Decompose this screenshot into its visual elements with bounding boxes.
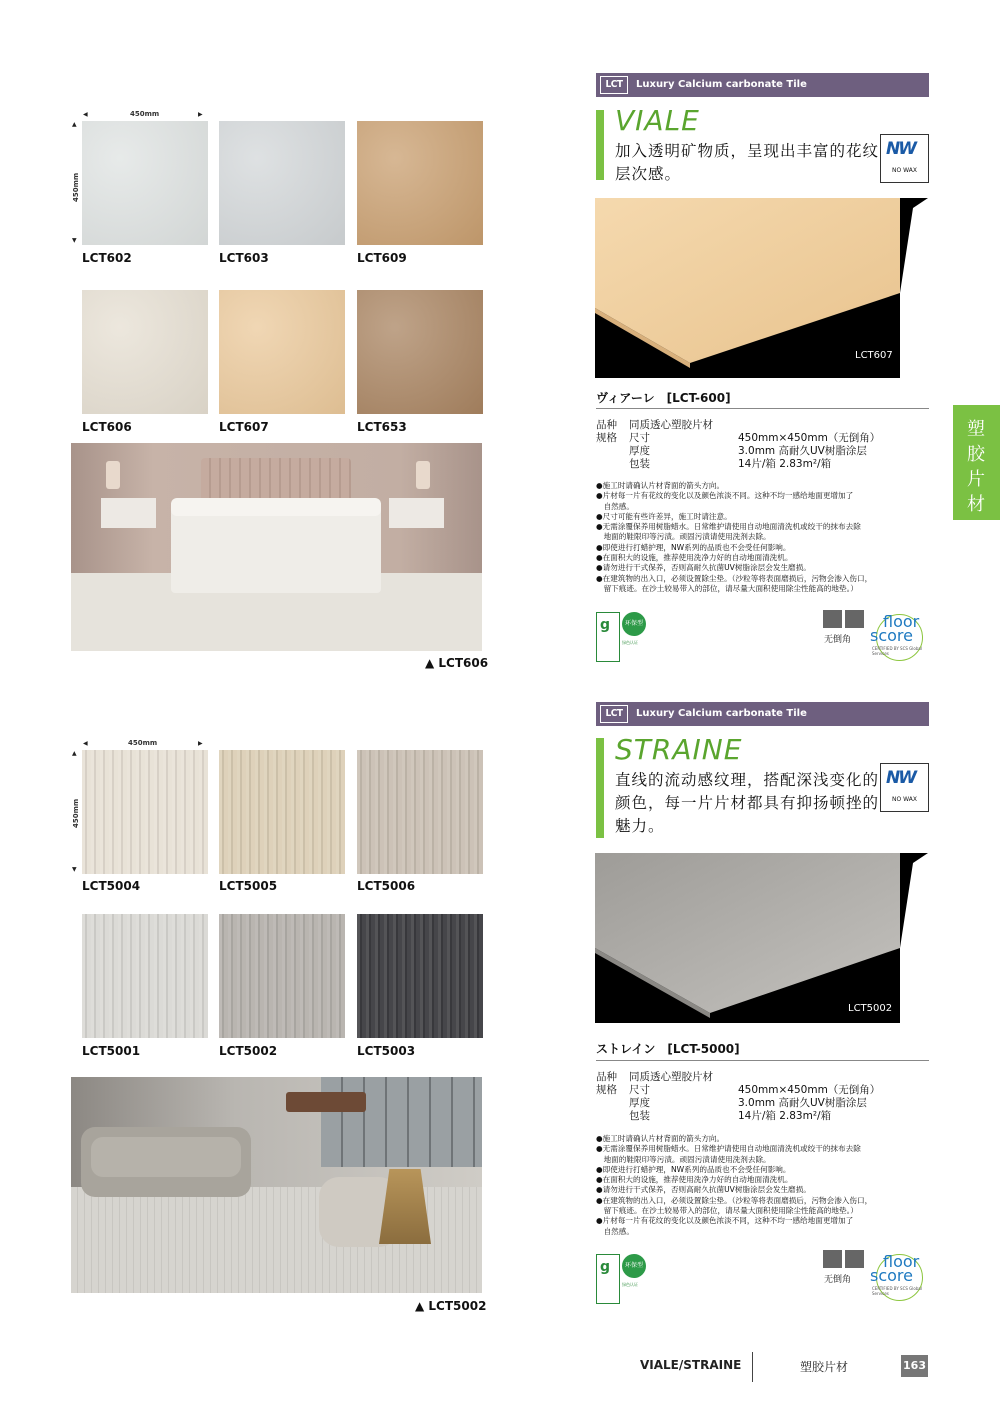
note-line: 自然感。 [596,1226,634,1236]
room-caption: ▲ LCT606 [425,656,489,670]
spec-label: 尺寸 [629,1084,650,1096]
arrow-left-icon: ◀ [83,740,88,747]
lct-logo-icon: LCT [600,76,628,94]
spec-value: 同质透心塑胶片材 [629,1071,713,1083]
spec-value: 450mm×450mm（无倒角） [738,1084,881,1096]
swatch-code: LCT5001 [82,1044,141,1058]
straine-header-bar [596,702,929,726]
green-accent-bar [596,738,604,838]
straine-room-image [71,1077,482,1293]
header-label: Luxury Calcium carbonate Tile [636,79,807,90]
swatch-code: LCT602 [82,251,132,265]
floorscore-text: floor [883,612,920,631]
note-line: ●即使进行打蜡护理，NW系列的品质也不会受任何影响。 [596,1164,791,1174]
spec-label: 厚度 [629,1097,650,1109]
page-number: 163 [901,1355,928,1377]
note-line: 留下痕迹。在沙土较易带入的部位，请尽量大面积使用除尘性能高的地垫。） [596,583,858,593]
swatch-code: LCT5002 [219,1044,278,1058]
swatch-code: LCT607 [219,420,269,434]
viale-header-bar [596,73,929,97]
swatch-code: LCT5005 [219,879,278,893]
spec-label: 厚度 [629,445,650,457]
swatch-code: LCT5003 [357,1044,416,1058]
swatch-code: LCT5006 [357,879,416,893]
nw-no-wax-icon [880,763,929,812]
arrow-down-icon: ▼ [72,237,77,244]
floorscore-text: score [870,1266,913,1285]
note-line: 留下痕迹。在沙土较易带入的部位，请尽量大面积使用除尘性能高的地垫。） [596,1206,858,1216]
note-line: ●尺寸可能有些许差异，施工时请注意。 [596,511,732,521]
side-tab-char: 塑 [967,419,985,440]
note-line: ●在面积大的设施，推荐使用洗净力好的自动地面清洗机。 [596,553,793,563]
series-title: VIALE [615,104,700,137]
spec-label: 规格 [596,432,617,444]
eco-label-icon [596,612,666,660]
footer-category: 塑胶片材 [800,1360,849,1374]
straine-notes [596,1134,931,1237]
category-side-tab [953,405,1000,520]
lct-logo-icon: LCT [600,705,628,723]
note-line: ●片材每一片有花纹的变化以及颜色浓淡不同，这种不均一感给地面更增加了 [596,1216,854,1226]
floorscore-cert: CERTIFIED BY SCS Global Services [872,646,922,656]
dim-label: 450mm [128,739,158,747]
eco-g: g [600,1259,611,1275]
swatch-code: LCT653 [357,420,407,434]
spec-label: 品种 [596,1071,617,1083]
spec-label: 尺寸 [629,432,650,444]
eco-text: 环保型 [622,1254,646,1278]
swatch-LCT609 [357,121,483,245]
floorscore-icon [870,1252,926,1312]
side-tab-char: 材 [967,494,985,515]
spec-value: 14片/箱 2.83m²/箱 [738,458,832,470]
note-line: ●施工时请确认片材背面的箭头方向。 [596,1134,725,1143]
floorscore-icon [870,612,926,672]
floorscore-cert: CERTIFIED BY SCS Global Services [872,1286,922,1296]
swatch-LCT653 [357,290,483,414]
swatch-code: LCT606 [82,420,132,434]
note-line: ●在面积大的设施，推荐使用洗净力好的自动地面清洗机。 [596,1175,793,1185]
arrow-up-icon: ▲ [72,121,77,128]
note-line: ●在建筑物的出入口，必须设置除尘垫。（沙粒等将表面磨损后，污物会渗入伤口， [596,573,873,583]
nw-mark: NW [886,139,915,159]
dim-label: 450mm [130,110,160,118]
spec-label: 品种 [596,419,617,431]
note-line: 地面的鞋限印等污渍。顽固污渍请使用洗剂去除。 [596,1154,771,1164]
divider [596,1060,929,1061]
spec-value: 3.0mm 高耐久UV树脂涂层 [738,1097,867,1109]
spec-value: 450mm×450mm（无倒角） [738,432,881,444]
footer-series: VIALE/STRAINE [640,1358,742,1372]
dim-label: 450mm [72,172,80,202]
swatch-code: LCT603 [219,251,269,265]
note-line: 自然感。 [596,501,634,511]
spec-label: 包装 [629,458,650,470]
swatch-LCT5003 [357,914,483,1038]
note-line: ●片材每一片有花纹的变化以及颜色浓淡不同。这种不均一感给地面更增加了 [596,491,854,501]
swatch-LCT602 [82,121,208,245]
nw-text: NO WAX [892,167,917,174]
series-title: STRAINE [615,733,743,766]
room-caption: ▲ LCT5002 [415,1299,487,1313]
note-line: ●在建筑物的出入口，必须设置除尘垫。（沙粒等将表面磨损后，污物会渗入伤口， [596,1195,873,1205]
arrow-right-icon: ▶ [198,740,203,747]
swatch-LCT607 [219,290,345,414]
green-accent-bar [596,110,604,180]
arrow-right-icon: ▶ [198,111,203,118]
dim-label: 450mm [72,798,80,828]
sample-label: LCT5002 [848,1003,893,1014]
note-line: ●施工时请确认片材背面的箭头方向。 [596,481,725,490]
swatch-LCT5002 [219,914,345,1038]
swatch-LCT603 [219,121,345,245]
floorscore-text: floor [883,1252,920,1271]
tagline: 直线的流动感纹理，搭配深浅变化的颜色，每一片片材都具有抑扬顿挫的魅力。 [615,771,880,835]
eco-text: 环保型 [622,612,646,636]
header-label: Luxury Calcium carbonate Tile [636,708,807,719]
viale-notes [596,481,931,594]
swatch-code: LCT5004 [82,879,141,893]
swatch-LCT5006 [357,750,483,874]
side-tab-char: 胶 [967,444,985,465]
swatch-LCT5001 [82,914,208,1038]
tagline: 加入透明矿物质，呈现出丰富的花纹层次感。 [615,142,880,183]
product-name: ヴィアーレ [LCT-600] [596,391,731,405]
eco-label-icon [596,1254,666,1302]
eco-note: 绿色认证 [622,1282,638,1287]
nw-text: NO WAX [892,796,917,803]
arrow-left-icon: ◀ [83,111,88,118]
straine-sample-image [595,853,928,1023]
spec-value: 3.0mm 高耐久UV树脂涂层 [738,445,867,457]
note-line: 地面的鞋限印等污渍。顽固污渍请使用洗剂去除。 [596,532,771,542]
viale-sample-image [595,198,928,378]
note-line: ●即使进行打蜡护理，NW系列的品质也不会受任何影响。 [596,542,791,552]
nw-mark: NW [886,768,915,788]
spec-label: 包装 [629,1110,650,1122]
no-bevel-label: 无倒角 [824,635,852,645]
note-line: ●请勿进行干式保养，否则高耐久抗菌UV树脂涂层会发生磨损。 [596,563,811,573]
floorscore-text: score [870,626,913,645]
no-bevel-label: 无倒角 [824,1275,852,1285]
eco-g: g [600,617,611,633]
product-name: ストレイン [LCT-5000] [596,1042,740,1056]
sample-label: LCT607 [855,350,893,361]
swatch-LCT5004 [82,750,208,874]
note-line: ●无需涂覆保养用树脂蜡水。日常维护请使用自动地面清洗机或绞干的抹布去除 [596,522,861,532]
footer-divider [752,1352,753,1382]
note-line: ●请勿进行干式保养，否则高耐久抗菌UV树脂涂层会发生磨损。 [596,1185,811,1195]
arrow-down-icon: ▼ [72,866,77,873]
swatch-LCT606 [82,290,208,414]
divider [596,408,929,409]
swatch-code: LCT609 [357,251,407,265]
eco-note: 绿色认证 [622,640,638,645]
side-tab-char: 片 [967,469,985,490]
spec-value: 同质透心塑胶片材 [629,419,713,431]
viale-room-image [71,443,482,651]
nw-no-wax-icon [880,134,929,183]
spec-label: 规格 [596,1084,617,1096]
swatch-LCT5005 [219,750,345,874]
note-line: ●无需涂覆保养用树脂蜡水。日常维护请使用自动地面清洗机或绞干的抹布去除 [596,1144,861,1154]
arrow-up-icon: ▲ [72,750,77,757]
spec-value: 14片/箱 2.83m²/箱 [738,1110,832,1122]
